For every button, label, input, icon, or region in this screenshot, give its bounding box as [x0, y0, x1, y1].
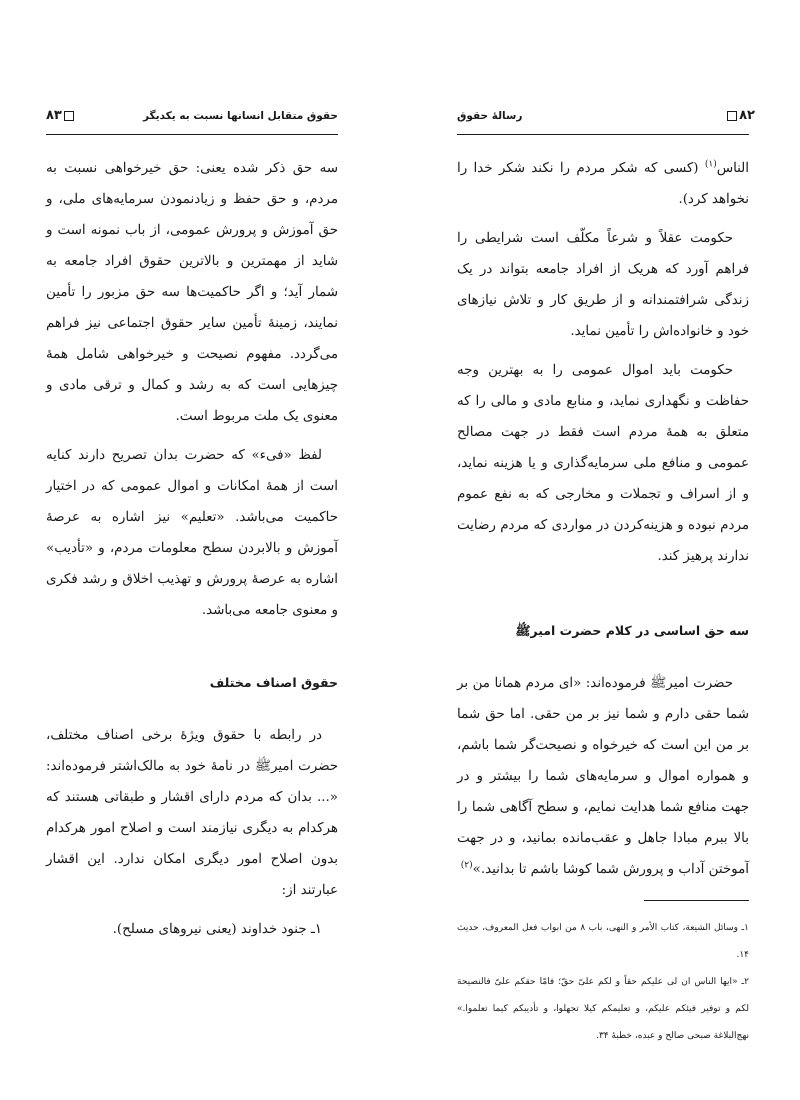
left-header-rule [46, 134, 338, 135]
left-page-header [46, 108, 338, 134]
list-item: ۱ـ جنود خداوند (یعنی نیروهای مسلح). [112, 922, 322, 937]
paragraph: لفظ «فیء» که حضرت بدان تصریح دارند کنایه است از همهٔ امکانات و اموال عمومی که در اختیار حاکمیت می‌باشد. «تعلیم» نیز اشاره به عرصهٔ آموزش و بالابردن سطح معلومات مردم، و «تأدیب» اشاره به عرصهٔ پرورش و تهذیب اخلاق و رشد فکری و معنوی جامعه می‌باشد. [46, 448, 338, 618]
right-page-body [457, 153, 749, 885]
section-heading: سه حق اساسی در کلام حضرت امیر‌ﷺ [515, 623, 749, 638]
section-heading: حقوق اصناف مختلف [209, 675, 338, 690]
page-box-icon [727, 111, 737, 121]
left-page-number: ۸۳ [46, 108, 76, 123]
paragraph: در رابطه با حقوق ویژهٔ برخی اصناف مختلف، حضرت امیر‌ﷺ در نامهٔ خود به مالک‌اشتر فرموده‌اند: «... بدان که مردم دارای اقشار و طبقاتی هستند که هرکدام به دیگری نیازمند است و اصلاح امور هرکدام بدون اصلاح امور دیگری امکان ندارد. این اقشار عبارتند از: [46, 728, 338, 898]
right-running-title: رسالهٔ حقوق [457, 110, 523, 122]
paragraph: الناس$^{(۱)}$ (کسی که شکر مردم را نکند شکر خدا را نخواهد کرد). [457, 159, 749, 207]
right-page-number: ۸۲ [725, 108, 755, 123]
footnote: ۱ـ وسائل الشیعة، کتاب الأمر و النهی، باب ۸ من ابواب فعل المعروف، حدیث ۱۴. [457, 923, 749, 960]
footnote-ref: (۱) [704, 159, 717, 170]
left-page-body [46, 153, 338, 945]
paragraph: حکومت عقلاً و شرعاً مکلّف است شرایطی را فراهم آورد که هریک از افراد جامعه بتواند در یک زندگی شرافتمندانه و از طریق کار و تلاش نیازهای خود و خانواده‌اش را تأمین نماید. [457, 231, 749, 339]
paragraph: حضرت امیر‌ﷺ فرموده‌اند: «ای مردم همانا من بر شما حقی دارم و شما نیز بر من حقی. اما حق شما بر من این است که خیرخواه و نصیحت‌گر شما باشم، و همواره اموال و سرمایه‌های شما را بیشتر و در جهت منافع شما هدایت نمایم، و سطح آگاهی شما را بالا ببرم مبادا جاهل و عقب‌مانده بمانید، و در جهت آموختن آداب و پرورش شما کوشا باشم تا بدانید.»$^{(۲)}$ [457, 676, 749, 877]
page-box-icon [64, 111, 74, 121]
right-header-rule [457, 134, 749, 135]
paragraph: حکومت باید اموال عمومی را به بهترین وجه حفاظت و نگهداری نماید، و منابع مادی و مالی را که متعلق به همهٔ مردم است فقط در جهت مصالح عمومی و منافع ملی سرمایه‌گذاری و یا هزینه نماید، و از اسراف و تجملات و مخارجی که به نفع عموم مردم نبوده و هزینه‌کردن در مواردی که مردم رضایت ندارند پرهیز کند. [457, 363, 749, 564]
right-page [457, 108, 755, 1041]
paragraph: سه حق ذکر شده یعنی: حق خیرخواهی نسبت به مردم، و حق حفظ و زیادنمودن سرمایه‌های ملی، و حق آموزش و پرورش عمومی، از باب نمونه است و شاید از مهمترین و بالاترین حقوق افراد جامعه به شمار آید؛ و اگر حاکمیت‌ها سه حق مزبور را تأمین نمایند، زمینهٔ تأمین سایر حقوق اجتماعی نیز فراهم می‌گردد. مفهوم نصیحت و خیرخواهی شامل همهٔ چیزهایی است که به رشد و کمال و ترقی مادی و معنوی یک ملت مربوط است. [46, 161, 338, 424]
footnote-ref: (۲) [460, 860, 473, 871]
footnotes [457, 900, 749, 1050]
footnote-rule [644, 900, 749, 901]
left-running-title: حقوق متقابل انسانها نسبت به یکدیگر [143, 110, 338, 122]
left-page [46, 108, 338, 953]
footnote: ۲ـ «ایها الناس ان لی علیکم حقاً و لکم علیّ حقّ؛ فامّا حقکم علیّ فالنصیحة لکم و توفیر فیئکم علیکم، و تعلیمکم کیلا تجهلوا، و تأدیبکم کیما تعلموا.» نهج‌البلاغة صبحی صالح و عبده، خطبهٔ ۳۴. [457, 977, 749, 1041]
right-page-header [457, 108, 755, 134]
